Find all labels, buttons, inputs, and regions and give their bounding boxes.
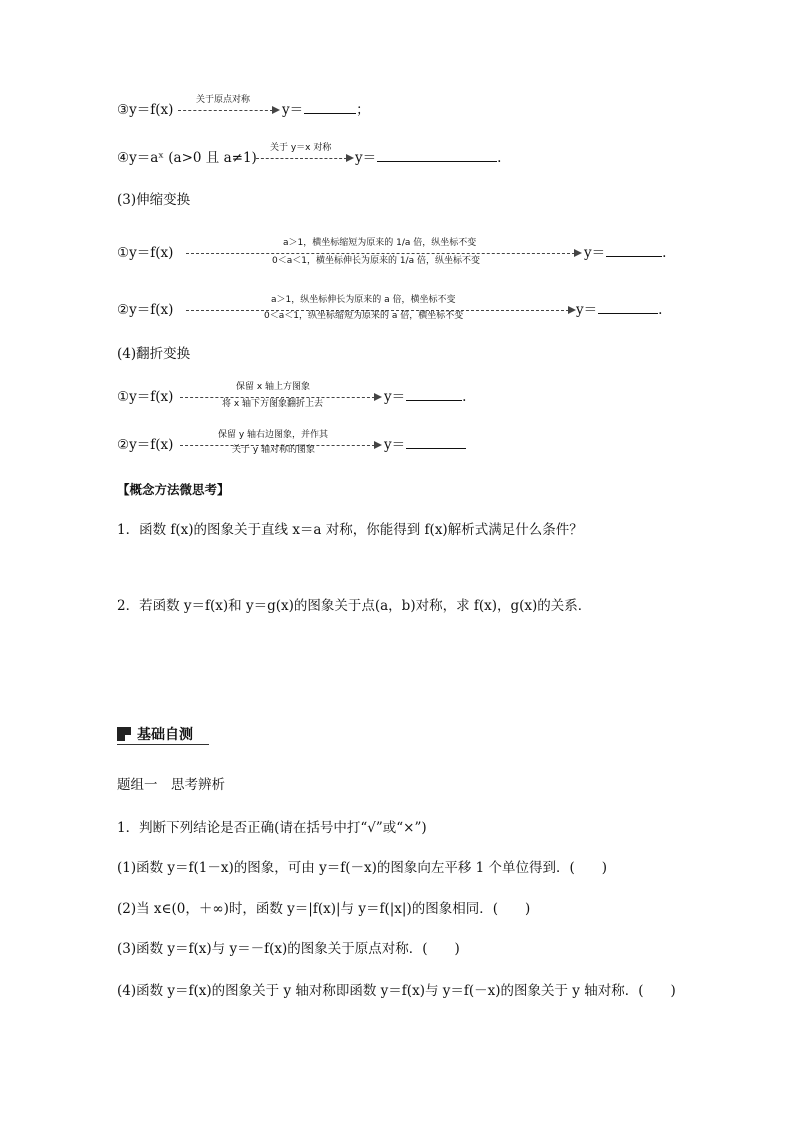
section-4-title: (4)翻折变换 (117, 346, 191, 362)
judge-item-3: (3)函数 y＝f(x)与 y＝－f(x)的图象关于原点对称．( ) (117, 941, 460, 957)
flip-2-result: y＝ (384, 436, 466, 454)
flip-2-cond-top: 保留 y 轴右边图象，并作其 (218, 430, 329, 440)
stretch-1-cond-top: a＞1，横坐标缩短为原来的 1/a 倍，纵坐标不变 (283, 238, 477, 248)
stretch-1-lhs: ①y＝f(x) (117, 245, 174, 261)
judge-item-1: (1)函数 y＝f(1－x)的图象，可由 y＝f(－x)的图象向左平移 1 个单位得到．( ) (117, 860, 608, 876)
flip-1-cond-bottom: 将 x 轴下方图象翻折上去 (222, 399, 324, 409)
section-3-title: (3)伸缩变换 (117, 192, 191, 208)
flip-2-lhs: ②y＝f(x) (117, 437, 174, 453)
stretch-2-cond-bottom: 0＜a＜1，纵坐标缩短为原来的 a 倍，横坐标不变 (264, 311, 464, 321)
judge-item-2: (2)当 x∈(0，＋∞)时，函数 y＝|f(x)|与 y＝f(|x|)的图象相同．( ) (117, 901, 531, 917)
item-3-arrow (178, 104, 280, 116)
stretch-1-result: y＝ . (584, 245, 667, 261)
section-square-icon (117, 727, 131, 741)
item-4-result: y＝ . (355, 150, 502, 166)
item-3-result: y＝ ； (282, 102, 370, 118)
stretch-2-cond-top: a＞1，纵坐标伸长为原来的 a 倍，横坐标不变 (271, 295, 456, 305)
think-question-2: 2．若函数 y＝f(x)和 y＝g(x)的图象关于点(a，b)对称，求 f(x)，g(x)的关系． (117, 598, 592, 614)
flip-1-lhs: ①y＝f(x) (117, 389, 174, 405)
think-question-1: 1．函数 f(x)的图象关于直线 x＝a 对称，你能得到 f(x)解析式满足什么条件？ (117, 522, 583, 538)
item-4-lhs: ④y＝aˣ (a>0 且 a≠1) (117, 150, 257, 166)
flip-1-cond-top: 保留 x 轴上方图象 (236, 382, 311, 392)
stretch-1-cond-bottom: 0＜a＜1，横坐标伸长为原来的 1/a 倍，纵坐标不变 (272, 256, 480, 266)
flip-1-result: y＝ . (384, 389, 467, 405)
basic-heading: 基础自测 (117, 724, 193, 744)
heading-underline (117, 744, 209, 745)
group-title: 题组一 思考辨析 (117, 777, 225, 793)
item-3-condition: 关于原点对称 (196, 95, 251, 105)
judge-item-4: (4)函数 y＝f(x)的图象关于 y 轴对称即函数 y＝f(x)与 y＝f(－x)的图象关于 y 轴对称．( ) (117, 983, 676, 999)
think-heading: 【概念方法微思考】 (117, 482, 230, 497)
stretch-2-lhs: ②y＝f(x) (117, 302, 174, 318)
stretch-2-result: y＝ . (576, 302, 663, 318)
judge-intro: 1．判断下列结论是否正确(请在括号中打“√”或“×”) (117, 820, 427, 836)
item-4-condition: 关于 y＝x 对称 (270, 143, 332, 153)
item-4-arrow (256, 152, 354, 164)
flip-2-cond-bottom: 关于 y 轴对称的图象 (232, 445, 316, 455)
item-3-lhs: ③y＝f(x) (117, 102, 174, 118)
